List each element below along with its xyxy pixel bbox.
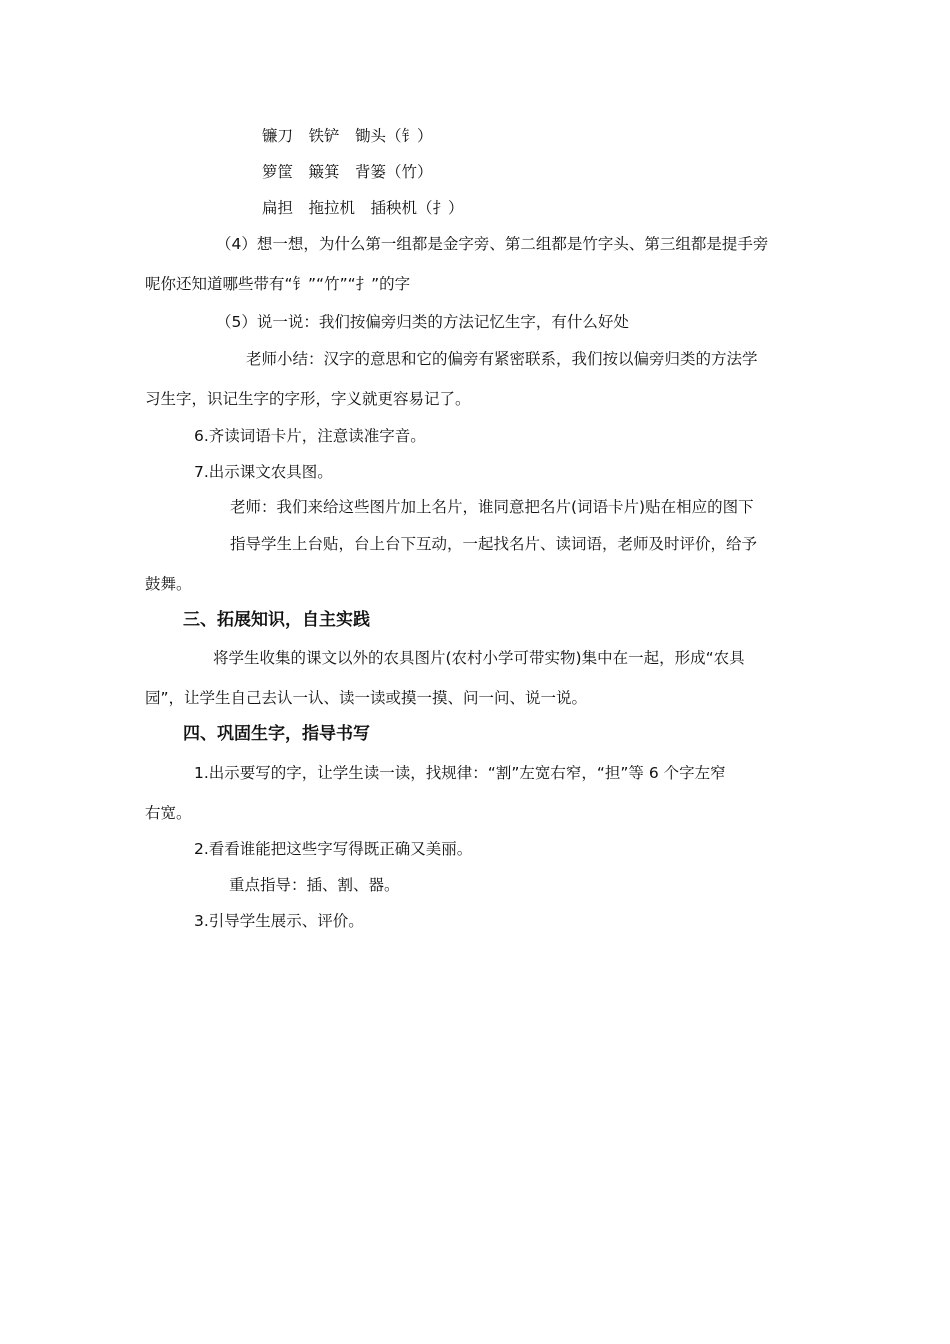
word-group-bamboo: 箩筐 簸箕 背篓（竹） [262,163,433,181]
item7: 7.出示课文农具图。 [194,463,333,481]
section3-line1: 将学生收集的课文以外的农具图片(农村小学可带实物)集中在一起，形成“农具 [213,649,745,667]
word-group-hand: 扁担 拖拉机 插秧机（扌） [262,199,464,217]
section4-focus: 重点指导：插、割、器。 [229,876,400,894]
section4-item1-line2: 右宽。 [145,804,192,822]
summary-line2: 习生字，识记生字的字形，字义就更容易记了。 [145,390,471,408]
step5-line: （5）说一说：我们按偏旁归类的方法记忆生字，有什么好处 [216,313,629,331]
section4-heading: 四、巩固生字，指导书写 [183,724,370,744]
section3-line2: 园”，让学生自己去认一认、读一读或摸一摸、问一问、说一说。 [145,689,588,707]
section4-item2: 2.看看谁能把这些字写得既正确又美丽。 [194,840,473,858]
step4-line2: 呢你还知道哪些带有“钅”“竹”“扌”的字 [145,275,411,293]
section3-heading: 三、拓展知识，自主实践 [183,610,370,630]
section4-item3: 3.引导学生展示、评价。 [194,912,364,930]
summary-line1: 老师小结：汉字的意思和它的偏旁有紧密联系，我们按以偏旁归类的方法学 [246,350,758,368]
guide-line2: 鼓舞。 [145,575,192,593]
step4-line1: （4）想一想，为什么第一组都是金字旁、第二组都是竹字头、第三组都是提手旁 [216,235,769,253]
section4-item1-line1: 1.出示要写的字，让学生读一读，找规律：“割”左宽右窄，“担”等 6 个字左窄 [194,764,726,782]
guide-line1: 指导学生上台贴，台上台下互动，一起找名片、读词语，老师及时评价，给予 [230,535,758,553]
item6: 6.齐读词语卡片，注意读准字音。 [194,427,426,445]
word-group-metal: 镰刀 铁铲 锄头（钅） [262,127,433,145]
teacher-line: 老师：我们来给这些图片加上名片，谁同意把名片(词语卡片)贴在相应的图下 [230,498,754,516]
